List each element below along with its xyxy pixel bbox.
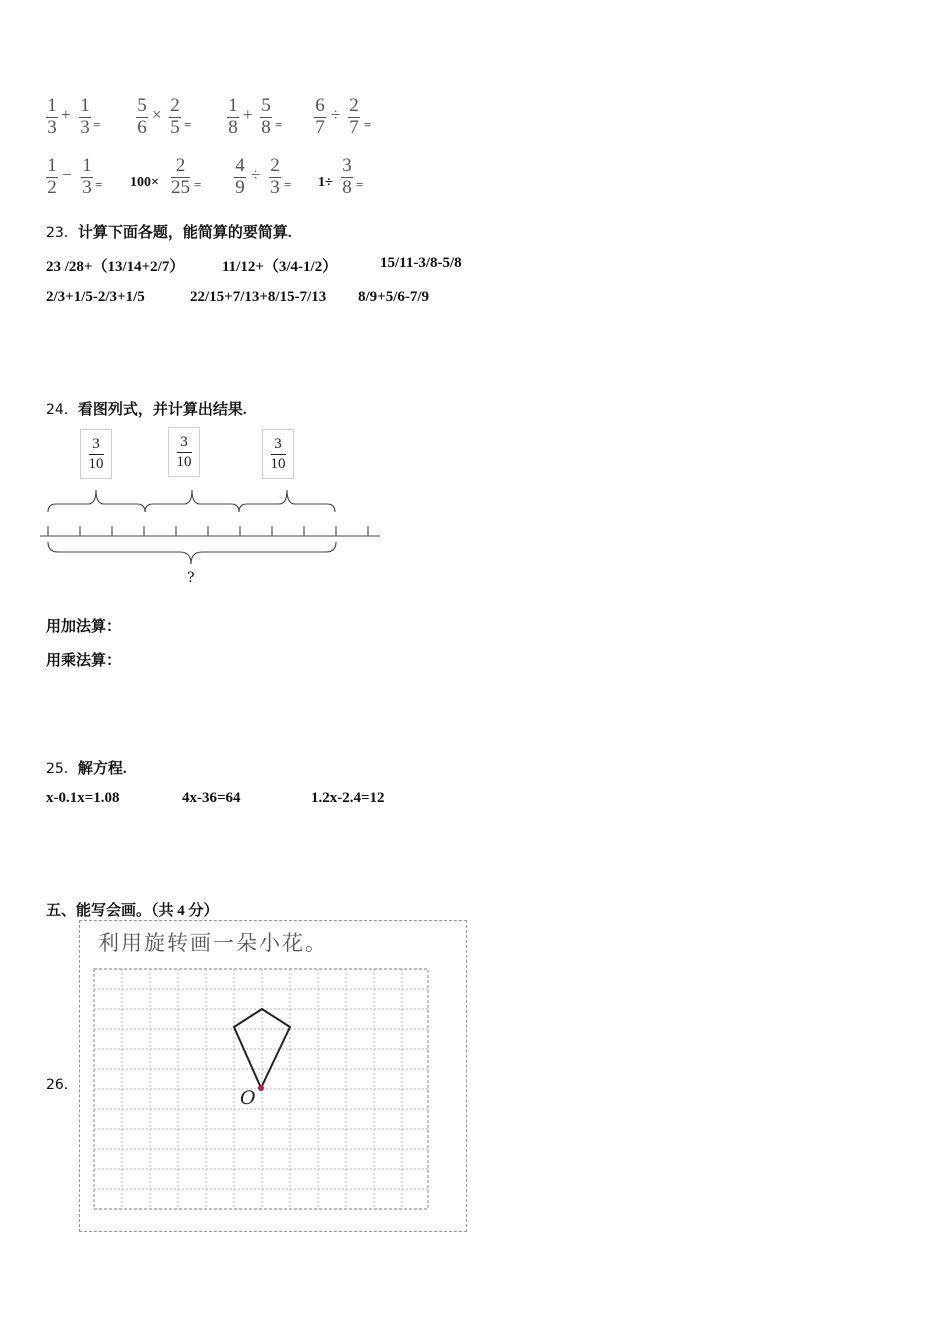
fraction: 5 6 [137, 95, 147, 138]
drawing-figure [79, 920, 467, 1232]
fraction: 1 3 [80, 95, 90, 138]
equals: = [93, 117, 101, 132]
operator: + [243, 105, 253, 124]
q23-heading [46, 221, 292, 242]
rotation-point-marker [258, 1085, 264, 1091]
bottom-brace [48, 542, 336, 564]
fraction: 2 3 [270, 155, 280, 198]
fraction: 2 25 [171, 155, 190, 198]
fraction: 4 9 [235, 155, 245, 198]
operator: + [61, 105, 71, 124]
expression: 2/3+1/5-2/3+1/5 [46, 289, 145, 305]
number-line [40, 526, 380, 536]
fraction: 5 8 [261, 95, 271, 138]
operator: ÷ [331, 105, 341, 124]
fraction: 6 7 [315, 95, 325, 138]
equals: = [356, 177, 364, 192]
brace [48, 490, 145, 512]
brace [145, 490, 239, 512]
expression: 8/9+5/6-7/9 [358, 289, 430, 305]
operator: × [152, 105, 162, 124]
question-number: 26． [46, 1077, 78, 1093]
equation: 4x-36=64 [182, 790, 241, 806]
equation: x-0.1x=1.08 [46, 790, 120, 806]
question-number: 23． [46, 225, 78, 241]
fraction: 1 2 [47, 155, 57, 198]
equals: = [194, 177, 202, 192]
fraction-box [262, 429, 294, 479]
prefix-text: 100× [130, 175, 159, 190]
expression: 23 /28+（13/14+2/7） [46, 259, 185, 275]
fraction: $\frac{3}{10}$ [270, 436, 286, 472]
fraction: 2 5 [170, 95, 180, 138]
equals: = [284, 177, 292, 192]
fraction: 1 3 [47, 95, 57, 138]
question-title: 看图列式，并计算出结果. [77, 402, 247, 418]
equals: = [95, 177, 103, 192]
figure-caption: 利用旋转画一朵小花。 [98, 931, 328, 955]
question-title: 计算下面各题，能简算的要简算. [77, 225, 292, 241]
fraction: $\frac{3}{10}$ [88, 436, 104, 472]
fraction: 2 7 [349, 95, 359, 138]
grid-drawing [80, 921, 466, 1231]
point-o-label: O [240, 1087, 256, 1109]
fraction: 3 8 [342, 155, 352, 198]
multiplication-label: 用乘法算： [46, 653, 122, 669]
equals: = [364, 117, 372, 132]
fraction: 1 8 [228, 95, 238, 138]
number-line-diagram [40, 480, 385, 565]
question-title: 解方程. [77, 761, 127, 777]
expression: 22/15+7/13+8/15-7/13 [190, 289, 327, 305]
operator: ÷ [251, 165, 261, 184]
section-title: 五、能写会画。（共 4 分） [46, 903, 219, 919]
question-number: 25． [46, 761, 78, 777]
equation: 1.2x-2.4=12 [311, 790, 385, 806]
q25-heading [46, 757, 127, 778]
question-number: 24． [46, 402, 78, 418]
addition-label: 用加法算： [46, 619, 122, 635]
brace [239, 490, 335, 512]
equals: = [184, 117, 192, 132]
expression: 15/11-3/8-5/8 [380, 255, 462, 271]
top-braces [48, 490, 335, 512]
fraction-box [80, 429, 112, 479]
equals: = [275, 117, 283, 132]
question-mark: ? [187, 570, 195, 586]
expression: 11/12+（3/4-1/2） [222, 259, 338, 275]
prefix-text: 1÷ [318, 175, 333, 190]
operator: − [62, 165, 72, 184]
q24-heading [46, 398, 247, 419]
fraction-box [168, 427, 200, 477]
fraction: 1 3 [82, 155, 92, 198]
fraction: $\frac{3}{10}$ [176, 434, 192, 470]
